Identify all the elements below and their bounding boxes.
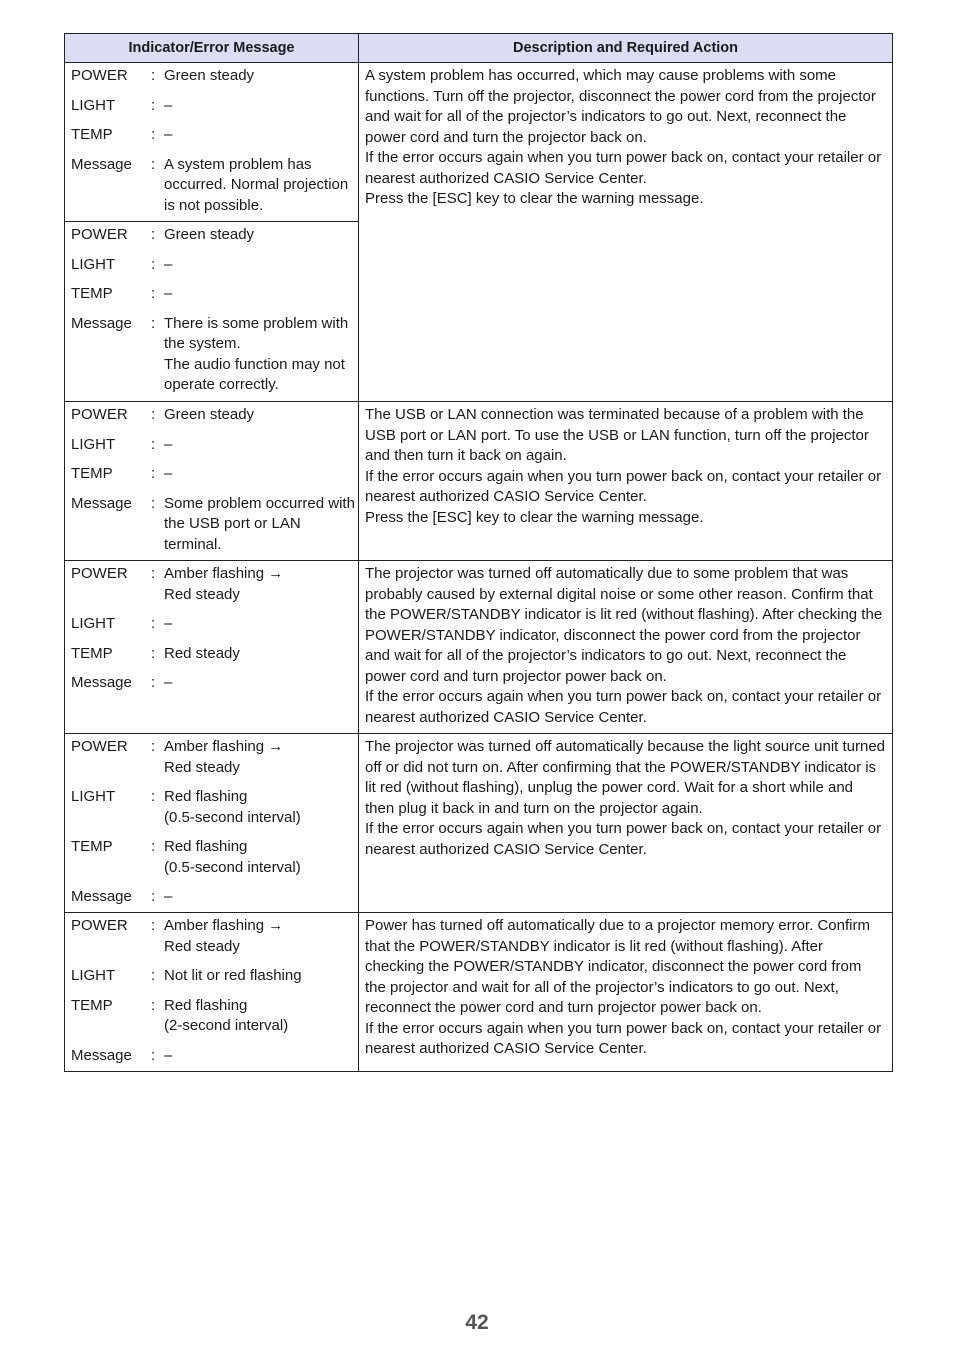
colon: : [151, 96, 156, 114]
description-paragraph: Press the [ESC] key to clear the warning message. [365, 508, 704, 526]
indicator-label: Message [71, 494, 132, 512]
indicator-temp [71, 837, 358, 878]
indicator-cell [65, 63, 359, 222]
indicator-value: – [164, 255, 173, 273]
indicator-power [71, 737, 358, 778]
description-paragraph: If the error occurs again when you turn power back on, contact your retailer or nearest authorized CASIO Service Center. [365, 688, 882, 726]
indicator-label: TEMP [71, 838, 113, 855]
indicator-label: TEMP [71, 996, 113, 1014]
indicator-cell [65, 913, 359, 1072]
indicator-light [71, 96, 358, 117]
indicator-message [71, 1046, 358, 1067]
indicator-label: TEMP [71, 644, 113, 662]
header-indicator: Indicator/Error Message [65, 34, 359, 63]
description-cell [359, 561, 893, 734]
description-paragraph: If the error occurs again when you turn power back on, contact your retailer or nearest authorized CASIO Service Center. [365, 1019, 882, 1057]
description-paragraph: If the error occurs again when you turn power back on, contact your retailer or nearest authorized CASIO Service Center. [365, 149, 882, 187]
table-header-row [65, 34, 893, 63]
colon: : [151, 285, 156, 302]
indicator-value: Amber flashing → Red steady [164, 738, 284, 776]
colon: : [151, 406, 156, 423]
colon: : [151, 1046, 156, 1064]
description-paragraph: The USB or LAN connection was terminated because of a problem with the USB port or LAN port. To use the USB or LAN function, turn off the projector and then turn it back on again. [365, 406, 869, 464]
description-cell [359, 402, 893, 561]
colon: : [151, 615, 156, 632]
indicator-value: – [164, 285, 173, 302]
table-row [65, 402, 893, 561]
description-cell [359, 734, 893, 913]
colon: : [151, 674, 156, 691]
indicator-temp [71, 644, 358, 665]
indicator-label: TEMP [71, 465, 113, 482]
indicator-label: POWER [71, 565, 128, 582]
colon: : [151, 838, 156, 855]
colon: : [151, 888, 156, 905]
indicator-value: Red steady [164, 644, 240, 662]
indicator-value: – [164, 465, 173, 482]
indicator-value: – [164, 674, 173, 691]
indicator-message [71, 314, 358, 396]
indicator-power [71, 916, 358, 957]
colon: : [151, 67, 156, 84]
indicator-label: Message [71, 888, 132, 905]
description-cell [359, 63, 893, 402]
indicator-value: Not lit or red flashing [164, 967, 302, 984]
indicator-power [71, 564, 358, 605]
description-paragraph: If the error occurs again when you turn power back on, contact your retailer or nearest authorized CASIO Service Center. [365, 467, 882, 505]
description-cell [359, 913, 893, 1072]
table-row [65, 63, 893, 222]
indicator-label: POWER [71, 226, 128, 243]
indicator-value: A system problem has occurred. Normal projection is not possible. [164, 155, 349, 214]
colon: : [151, 565, 156, 582]
indicator-cell [65, 222, 359, 402]
indicator-label: POWER [71, 738, 128, 755]
description-paragraph: Press the [ESC] key to clear the warning message. [365, 190, 704, 207]
indicator-power [71, 405, 358, 426]
colon: : [151, 917, 156, 934]
indicator-value: – [164, 435, 173, 453]
indicator-value: – [164, 96, 173, 114]
indicator-temp [71, 284, 358, 305]
colon: : [151, 465, 156, 482]
indicator-label: Message [71, 674, 132, 691]
indicator-label: TEMP [71, 285, 113, 302]
indicator-light [71, 787, 358, 828]
indicator-label: POWER [71, 917, 128, 934]
indicator-label: POWER [71, 406, 128, 423]
table-row [65, 561, 893, 734]
colon: : [151, 738, 156, 755]
table-row [65, 734, 893, 913]
error-indicator-table [64, 33, 893, 1072]
indicator-label: LIGHT [71, 435, 116, 453]
indicator-message [71, 155, 358, 217]
indicator-label: Message [71, 155, 132, 173]
description-paragraph: The projector was turned off automatically because the light source unit turned off or did not turn on. After confirming that the POWER/STANDBY indicator is lit red (without flashing), unplug the power cord. Wait for a short while and then plug it back in and turn on the projector again. [365, 738, 886, 817]
indicator-value: – [164, 888, 173, 905]
colon: : [151, 996, 156, 1014]
indicator-label: LIGHT [71, 255, 116, 273]
indicator-cell [65, 402, 359, 561]
indicator-value: – [164, 126, 173, 143]
colon: : [151, 226, 156, 243]
indicator-label: POWER [71, 67, 128, 84]
colon: : [151, 494, 156, 512]
indicator-value: Amber flashing → Red steady [164, 917, 284, 955]
description-paragraph: Power has turned off automatically due to a projector memory error. Confirm that the POWER/STANDBY indicator is lit red (without flashing). After checking the POWER/STANDBY indicator, disconnect the power cord from the projector and wait for all of the projector’s indicators to go out. Next, reconnect the power cord and turn projector power back on. [365, 917, 870, 1016]
indicator-message [71, 887, 358, 908]
indicator-message [71, 673, 358, 694]
indicator-value: Some problem occurred with the USB port or LAN terminal. [164, 494, 355, 553]
indicator-label: Message [71, 314, 132, 332]
indicator-temp [71, 125, 358, 146]
indicator-label: LIGHT [71, 615, 116, 632]
colon: : [151, 644, 156, 662]
indicator-value: Red flashing (0.5-second interval) [164, 838, 301, 876]
indicator-light [71, 435, 358, 456]
colon: : [151, 126, 156, 143]
indicator-message [71, 494, 358, 556]
description-paragraph: A system problem has occurred, which may cause problems with some functions. Turn off the projector, disconnect the power cord from the projector and wait for all of the projector’s indicators to go out. Next, reconnect the power cord and turn the projector back on. [365, 67, 876, 146]
indicator-temp [71, 996, 358, 1037]
indicator-value: Green steady [164, 67, 255, 84]
indicator-value: – [164, 615, 173, 632]
colon: : [151, 788, 156, 805]
indicator-value: Green steady [164, 226, 255, 243]
indicator-value: Green steady [164, 406, 255, 423]
indicator-cell [65, 734, 359, 913]
description-paragraph: The projector was turned off automatically due to some problem that was probably caused by external digital noise or some other reason. Confirm that the POWER/STANDBY indicator is lit red (without flashing). After checking the POWER/STANDBY indicator, disconnect the power cord from the projector and wait for all of the projector’s indicators to go out. Next, reconnect the power cord and turn projector power back on. [365, 565, 883, 685]
indicator-value: – [164, 1046, 173, 1064]
indicator-label: LIGHT [71, 788, 116, 805]
colon: : [151, 967, 156, 984]
indicator-label: Message [71, 1046, 132, 1064]
colon: : [151, 435, 156, 453]
colon: : [151, 155, 156, 173]
indicator-light [71, 255, 358, 276]
indicator-value: Amber flashing → Red steady [164, 565, 284, 603]
indicator-value: Red flashing (2-second interval) [164, 996, 289, 1034]
indicator-label: LIGHT [71, 967, 116, 984]
header-description: Description and Required Action [359, 34, 893, 63]
indicator-value: Red flashing (0.5-second interval) [164, 788, 301, 826]
table-row [65, 913, 893, 1072]
indicator-light [71, 966, 358, 987]
description-paragraph: If the error occurs again when you turn power back on, contact your retailer or nearest authorized CASIO Service Center. [365, 820, 882, 858]
indicator-label: LIGHT [71, 96, 116, 114]
indicator-power [71, 225, 358, 246]
indicator-light [71, 614, 358, 635]
colon: : [151, 255, 156, 273]
indicator-label: TEMP [71, 126, 113, 143]
indicator-temp [71, 464, 358, 485]
indicator-power [71, 66, 358, 87]
indicator-value: There is some problem with the system. The audio function may not operate correctly. [164, 314, 349, 393]
page-number: 42 [465, 1311, 489, 1334]
colon: : [151, 314, 156, 332]
indicator-cell [65, 561, 359, 734]
